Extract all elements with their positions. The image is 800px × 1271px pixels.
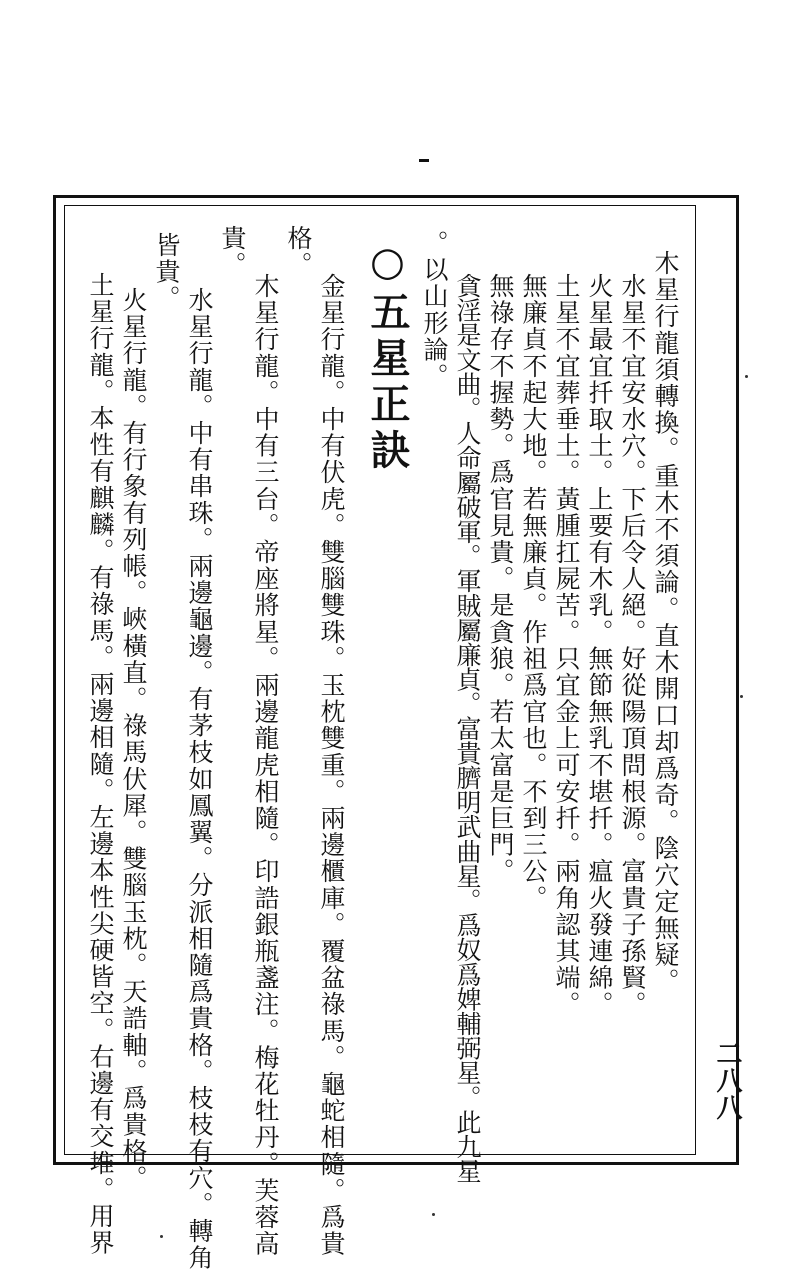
text-column-15: 火星行龍。有行象有列帳。峽橫直。祿馬伏犀。雙腦玉枕。天誥軸。爲貴格。 <box>119 287 148 1192</box>
section-heading: ○五星正訣 <box>364 238 411 475</box>
text-column-14: 皆貴。 <box>152 232 181 312</box>
text-column-13: 水星行龍。中有串珠。兩邊龜邊。有茅枝如鳳翼。分派相隨爲貴格。枝枝有穴。轉角 <box>185 287 214 1271</box>
text-column-12: 貴。 <box>218 225 247 279</box>
top-mark <box>419 159 429 162</box>
text-column-11: 木星行龍。中有三台。帝座將星。兩邊龍虎相隨。印誥銀瓶盞注。梅花牡丹。芙蓉高 <box>251 273 280 1258</box>
text-column-10: 格。 <box>284 225 313 279</box>
text-column-4: 土星不宜葬垂土。黃腫扛屍苦。只宜金上可安扦。兩角認其端。 <box>552 273 581 1018</box>
page-number: 二八八 <box>712 1040 742 1121</box>
text-column-9: 金星行龍。中有伏虎。雙腦雙珠。玉枕雙重。兩邊櫃庫。覆盆祿馬。龜蛇相隨。爲貴 <box>317 273 346 1258</box>
text-column-2: 水星不宜安水穴。下后令人絕。好從陽頂問根源。富貴子孫賢。 <box>618 273 647 1018</box>
text-column-3: 火星最宜扦取土。上要有木乳。無節無乳不堪扦。瘟火發連綿。 <box>585 273 614 1018</box>
text-column-8: 。以山形論。 <box>420 230 449 390</box>
text-column-7: 貪淫是文曲。人命屬破軍。軍賊屬廉貞。富貴臍明武曲星。爲奴爲婢輔弼星。此九星 <box>453 273 482 1184</box>
scan-speck <box>160 1235 163 1238</box>
text-column-5: 無廉貞不起大地。若無廉貞。作祖爲官也。不到三公。 <box>519 273 548 912</box>
text-column-6: 無祿存不握勢。爲官見貴。是貪狼。若太富是巨門。 <box>486 273 515 885</box>
text-column-16: 土星行龍。本性有麒麟。有祿馬。兩邊相隨。左邊本性尖硬皆空。右邊有交堆。用界 <box>86 272 115 1257</box>
scan-speck <box>432 1213 435 1216</box>
scan-speck <box>740 695 743 698</box>
scan-speck <box>745 375 748 378</box>
text-column-1: 木星行龍須轉換。重木不須論。直木開口却爲奇。陰穴定無疑。 <box>651 250 680 995</box>
